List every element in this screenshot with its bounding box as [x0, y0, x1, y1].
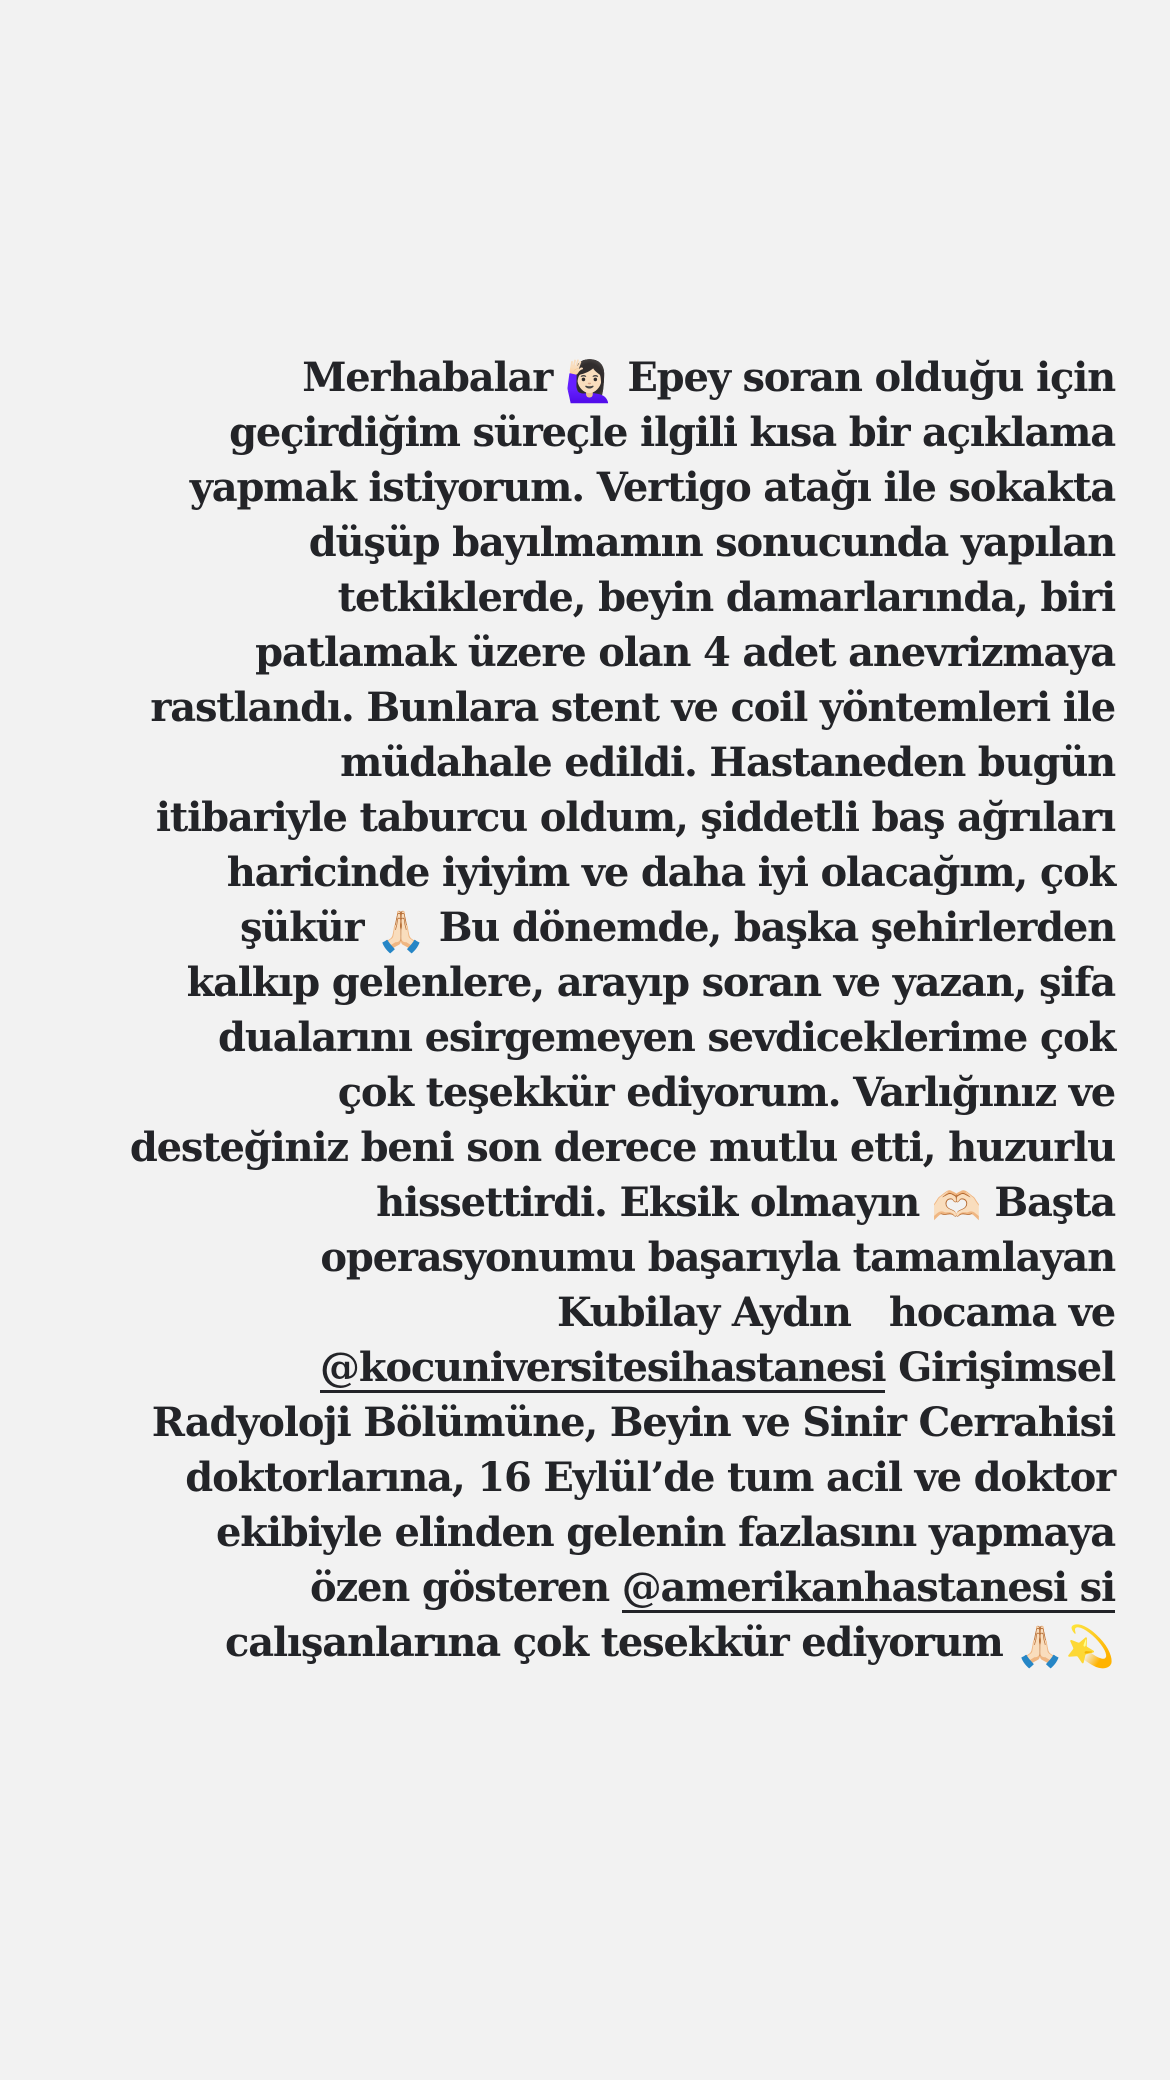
story-text-segment: özen gösteren: [310, 1564, 622, 1611]
story-text-segment: desteğiniz beni son derece mutlu etti, huzurlu: [129, 1124, 1115, 1171]
story-text-line: [0, 1065, 1115, 1120]
story-text-line: [0, 1120, 1115, 1175]
story-text-line: [0, 1615, 1115, 1670]
story-text-line: [0, 1175, 1115, 1230]
story-text-line: [0, 1230, 1115, 1285]
story-text-line: [0, 1560, 1115, 1615]
story-text-segment: calışanlarına çok tesekkür ediyorum: [225, 1619, 1016, 1666]
story-text-line: [0, 625, 1115, 680]
story-text-segment: rastlandı. Bunlara stent ve coil yöntemleri ile: [150, 684, 1115, 731]
folded-hands-emoji: 🙏🏻: [376, 909, 426, 955]
story-text-segment: itibariyle taburcu oldum, şiddetli baş ağrıları: [155, 794, 1115, 841]
story-text-segment: Başta: [981, 1179, 1115, 1226]
dizzy-star-emoji: 💫: [1065, 1624, 1115, 1670]
story-text-line: [0, 1010, 1115, 1065]
story-text-line: [0, 405, 1115, 460]
story-text-line: [0, 350, 1115, 405]
story-text-line: [0, 790, 1115, 845]
story-text-segment: Merhabalar: [302, 354, 565, 401]
folded-hands-emoji: 🙏🏻: [1015, 1624, 1066, 1670]
story-text-segment: müdahale edildi. Hastaneden bugün: [340, 739, 1115, 786]
story-text-segment: hissettirdi. Eksik olmayın: [376, 1179, 932, 1226]
story-text-line: [0, 1450, 1115, 1505]
story-text-line: [0, 955, 1115, 1010]
story-text-segment: dualarını esirgemeyen sevdiceklerime çok: [218, 1014, 1115, 1061]
story-text-segment: ekibiyle elinden gelenin fazlasını yapmaya: [215, 1509, 1115, 1556]
story-text-line: [0, 845, 1115, 900]
story-text-segment: yapmak istiyorum. Vertigo atağı ile sokakta: [189, 464, 1115, 511]
story-text-segment: patlamak üzere olan 4 adet anevrizmaya: [255, 629, 1115, 676]
story-text-line: [0, 735, 1115, 790]
story-text-segment: geçirdiğim süreçle ilgili kısa bir açıklama: [229, 409, 1115, 456]
story-text-line: [0, 1340, 1115, 1395]
story-text-segment: Girişimsel: [885, 1344, 1115, 1391]
story-text-line: [0, 680, 1115, 735]
story-text-line: [0, 1505, 1115, 1560]
story-text-line: [0, 570, 1115, 625]
woman-raising-hand-emoji: 🙋🏻‍♀️: [564, 359, 615, 405]
story-text-segment: haricinde iyiyim ve daha iyi olacağım, çok: [226, 849, 1115, 896]
story-text-line: [0, 1285, 1115, 1340]
story-text-segment: Epey soran olduğu için: [614, 354, 1115, 401]
story-text-line: [0, 460, 1115, 515]
story-text-segment: Bu dönemde, başka şehirlerden: [425, 904, 1115, 951]
story-text-segment: şükür: [239, 904, 377, 951]
story-text-segment: Radyoloji Bölümüne, Beyin ve Sinir Cerrahisi: [151, 1399, 1115, 1446]
story-text-line: [0, 1395, 1115, 1450]
story-text-line: [0, 515, 1115, 570]
story-text-segment: çok teşekkür ediyorum. Varlığınız ve: [337, 1069, 1115, 1116]
story-text-segment: Kubilay Aydın hocama ve: [557, 1289, 1115, 1336]
mention-link[interactable]: @amerikanhastanesi si: [621, 1564, 1115, 1611]
story-text-segment: düşüp bayılmamın sonucunda yapılan: [308, 519, 1115, 566]
story-text-block: [0, 350, 1115, 1670]
story-text-segment: operasyonumu başarıyla tamamlayan: [320, 1234, 1115, 1281]
story-text-segment: doktorlarına, 16 Eylül’de tum acil ve doktor: [185, 1454, 1115, 1501]
story-text-line: [0, 900, 1115, 955]
story-text-segment: tetkiklerde, beyin damarlarında, biri: [337, 574, 1115, 621]
mention-link[interactable]: @kocuniversitesihastanesi: [320, 1344, 886, 1391]
story-text-segment: kalkıp gelenlere, arayıp soran ve yazan, şifa: [186, 959, 1115, 1006]
heart-hands-emoji: 🫶🏻: [931, 1184, 982, 1230]
